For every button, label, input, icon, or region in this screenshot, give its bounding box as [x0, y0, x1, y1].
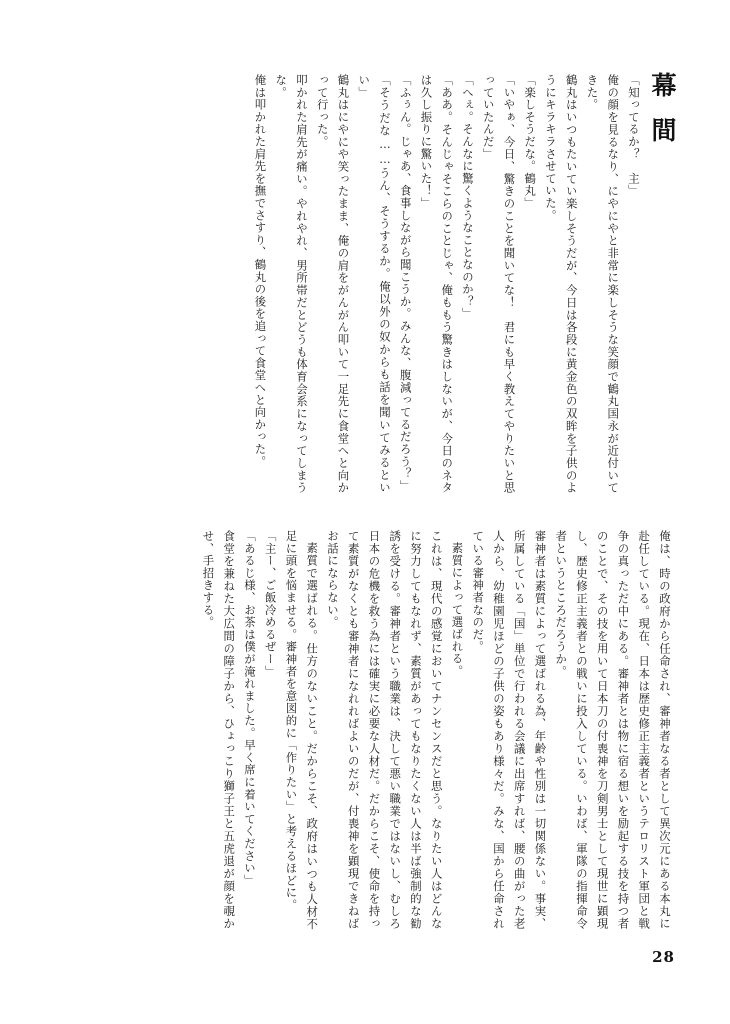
- paragraph: 「いやぁ、今日、驚きのことを聞いてな！ 君にも早く教えてやりたいと思っていたんだ」: [481, 74, 517, 494]
- paragraph: 俺は叩かれた肩先を撫でさすり、鶴丸の後を追って食堂へと向かった。: [253, 74, 268, 468]
- page-number: 28: [652, 948, 675, 966]
- paragraph: 「ふぅん。じゃあ、食事しながら聞こうか。みんな、腹減ってるだろう？」: [398, 74, 413, 493]
- paragraph: 「あるじ様、お茶は僕が淹れました。早く席に着いてください」: [243, 530, 257, 887]
- paragraph: 素質で選ばれる。仕方のないこと。だからこそ、政府はいつも人材不足に頭を悩ませる。審神者を意図的に「作りたい」と考えるほどに。: [284, 530, 320, 930]
- paragraph: 鶴丸はいつもたいてい楽しそうだが、今日は各段に黄金色の双眸を子供のようにキラキラさせていた。: [544, 74, 579, 494]
- paragraph: 「へぇ。そんなに驚くようなことなのか？」: [461, 74, 475, 320]
- text-block-lower: [75, 530, 675, 930]
- paragraph: 食堂を兼ねた大広間の障子から、ひょっこり獅子王と五虎退が顔を覗かせ、手招きする。: [201, 530, 237, 930]
- paragraph: 俺は、時の政府から任命され、審神者なる者として異次元にある本丸に赴任している。現在、日本は歴史修正主義者というテロリスト軍団と戦争の真っただ中にある。審神者とは物に宿る想いを励起する技を持つ者のことで、その技を用いて日本刀の付喪神を刀剣男士として現世に顕現し、歴史修正主義者との戦いに投入している。いわば、軍隊の指揮命令者というところだろうか。: [554, 530, 672, 930]
- paragraph: 「ああ。そんじゃそこらのことじゃ、俺ももう驚きはしないが、今日のネタは久し振りに驚いた！」: [419, 74, 455, 494]
- paragraph: 審神者は素質によって選ばれる為、年齢や性別は一切関係ない。事実、所属している「国」単位で行われる会議に出席すれば、腰の曲がった老人から、幼稚園児ほどの子供の姿もあり様々だ。みな、国から任命されている審神者なのだ。: [471, 530, 548, 930]
- page-title: 幕間: [648, 72, 677, 162]
- paragraph: 「そうだな……うん、そうするか。俺以外の奴からも話を聞いてみるといい」: [357, 74, 392, 494]
- paragraph: 鶴丸はにやにや笑ったまま、俺の肩をがんがん叩いて一足先に食堂へと向かって行った。: [315, 74, 351, 494]
- paragraph: 俺の顔を見るなり、にやにやと非常に楽しそうな笑顔で鶴丸国永が近付いてきた。: [585, 74, 621, 494]
- paragraph: 素質によって選ばれる。: [450, 541, 465, 678]
- paragraph: 叩かれた肩先が痛い。やれやれ、男所帯だとどうも体育会系になってしまうな。: [274, 74, 309, 494]
- paragraph: 「知ってるか？ 主」: [627, 74, 641, 197]
- paragraph: 「楽しそうだな。鶴丸」: [523, 74, 538, 210]
- text-block-upper: [134, 74, 644, 494]
- paragraph: これは、現代の感覚においてナンセンスだと思う。なりたい人はどんなに努力してもなれず、素質があってもなりたくない人は半ば強制的な勧誘を受ける。審神者という職業は、決して悪い職業ではないし、むしろ日本の危機を救う為には確実に必要な人材だ。だからこそ、使命を持って素質がなくとも審神者になれればよいのだが、付喪神を顕現できねばお話にならない。: [326, 530, 444, 930]
- paragraph: 「主ー、ご飯冷めるぜー」: [263, 530, 278, 678]
